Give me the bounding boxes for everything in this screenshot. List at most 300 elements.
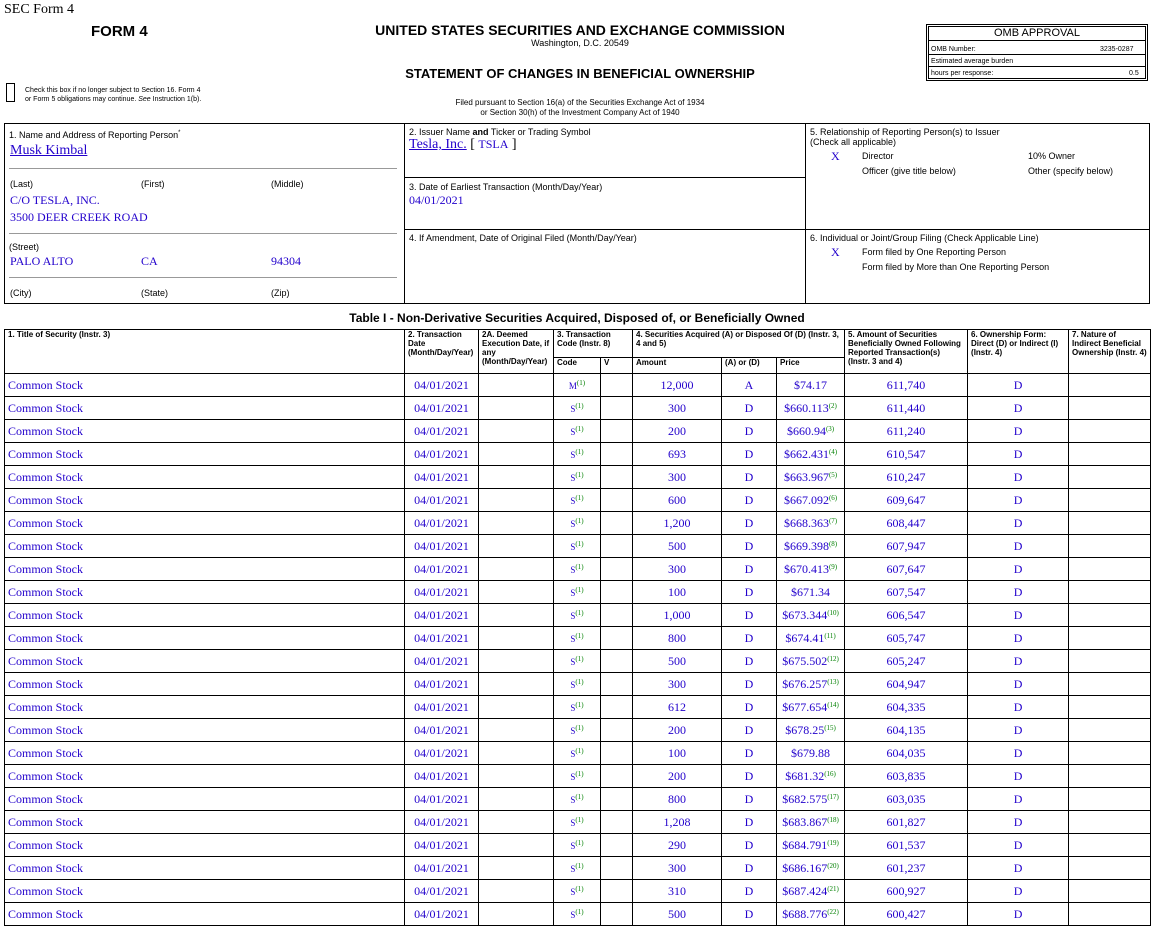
price-footnote[interactable]: (15) (824, 723, 836, 732)
cell-a-or-d: D (722, 719, 777, 742)
transaction-code: S (570, 863, 576, 874)
director-mark: X (831, 149, 840, 163)
code-footnote[interactable]: (1) (575, 815, 584, 824)
transaction-code: S (570, 771, 576, 782)
code-footnote[interactable]: (1) (575, 677, 584, 686)
table1-title: Table I - Non-Derivative Securities Acquired, Disposed of, or Beneficially Owned (349, 311, 805, 325)
cell-code (554, 466, 601, 489)
cell-title (5, 443, 405, 466)
cell-nature (1069, 742, 1151, 765)
price-footnote[interactable]: (17) (827, 792, 839, 801)
transaction-code: S (570, 541, 576, 552)
code-footnote[interactable]: (1) (575, 907, 584, 916)
cell-title (5, 397, 405, 420)
cell-v (601, 558, 633, 581)
cell-ownership-form: D (968, 765, 1069, 788)
state-value: CA (141, 254, 158, 268)
cell-code (554, 374, 601, 397)
cell-amount: 1,000 (633, 604, 722, 627)
cell-code (554, 857, 601, 880)
table-row (5, 650, 1151, 673)
cell-a-or-d: D (722, 811, 777, 834)
cell-date: 04/01/2021 (405, 489, 479, 512)
cell-a-or-d: D (722, 834, 777, 857)
price-value: $671.34 (791, 584, 831, 599)
code-footnote[interactable]: (1) (575, 493, 584, 502)
price-value: $681.32 (785, 768, 825, 783)
price-value: $679.88 (791, 745, 831, 760)
cell-a-or-d: D (722, 673, 777, 696)
table-row (5, 489, 1151, 512)
price-footnote[interactable]: (18) (827, 815, 839, 824)
cell-v (601, 765, 633, 788)
cell-nature (1069, 834, 1151, 857)
price-value: $676.257 (782, 676, 828, 691)
cell-title (5, 696, 405, 719)
cell-title (5, 765, 405, 788)
code-footnote[interactable]: (1) (575, 700, 584, 709)
code-footnote[interactable]: (1) (575, 792, 584, 801)
city-value: PALO ALTO (10, 254, 74, 268)
cell-amount: 300 (633, 397, 722, 420)
cell-amount-owned: 604,035 (845, 742, 968, 765)
code-footnote[interactable]: (1) (575, 654, 584, 663)
cell-amount-owned: 603,035 (845, 788, 968, 811)
transaction-code: S (570, 472, 576, 483)
security-title: Common Stock (8, 653, 84, 668)
code-footnote[interactable]: (1) (575, 539, 584, 548)
cell-deemed (479, 443, 554, 466)
cell-a-or-d: D (722, 650, 777, 673)
price-footnote[interactable]: (16) (824, 769, 836, 778)
ten-pct-owner-label: 10% Owner (1028, 151, 1076, 161)
filed-line-1: Filed pursuant to Section 16(a) of the Securities Exchange Act of 1934 (455, 98, 705, 107)
cell-ownership-form: D (968, 535, 1069, 558)
cell-ownership-form: D (968, 466, 1069, 489)
security-title: Common Stock (8, 561, 84, 576)
transaction-code: S (570, 725, 576, 736)
one-person-mark: X (831, 245, 840, 259)
transaction-code: S (570, 702, 576, 713)
th-amount-owned: 5. Amount of Securities Beneficially Owned Following Reported Transaction(s) (Instr. 3 and 4) (845, 330, 968, 374)
transaction-code: S (570, 495, 576, 506)
transaction-code: S (570, 794, 576, 805)
security-title: Common Stock (8, 814, 84, 829)
code-footnote[interactable]: (1) (575, 562, 584, 571)
cell-nature (1069, 397, 1151, 420)
cell-v (601, 374, 633, 397)
cell-price (777, 673, 845, 696)
omb-divider-3 (928, 66, 1146, 67)
cell-amount: 300 (633, 558, 722, 581)
price-footnote[interactable]: (10) (827, 608, 839, 617)
cell-v (601, 466, 633, 489)
price-value: $686.167 (782, 860, 828, 875)
omb-divider (928, 40, 1146, 41)
cell-amount: 100 (633, 742, 722, 765)
reporting-person-name-link[interactable]: Musk Kimbal (10, 143, 88, 158)
cell-date: 04/01/2021 (405, 535, 479, 558)
city-underline (9, 277, 397, 278)
code-footnote[interactable]: (1) (575, 861, 584, 870)
cell-a-or-d: D (722, 903, 777, 926)
address-line-2: 3500 DEER CREEK ROAD (10, 210, 148, 224)
transaction-code: S (570, 633, 576, 644)
cell-date: 04/01/2021 (405, 696, 479, 719)
price-value: $682.575 (782, 791, 828, 806)
cell-price (777, 489, 845, 512)
cell-amount: 310 (633, 880, 722, 903)
security-title: Common Stock (8, 377, 84, 392)
cell-ownership-form: D (968, 627, 1069, 650)
cell-v (601, 535, 633, 558)
security-title: Common Stock (8, 607, 84, 622)
cell-code (554, 903, 601, 926)
zip-label: (Zip) (271, 288, 290, 298)
th-nature: 7. Nature of Indirect Beneficial Ownership (Instr. 4) (1069, 330, 1151, 374)
cell-nature (1069, 627, 1151, 650)
cell-amount-owned: 600,427 (845, 903, 968, 926)
cell-v (601, 788, 633, 811)
th-v: V (601, 358, 633, 374)
cell-v (601, 604, 633, 627)
cell-price (777, 558, 845, 581)
cell-amount-owned: 611,440 (845, 397, 968, 420)
cell-v (601, 627, 633, 650)
earliest-transaction-label: 3. Date of Earliest Transaction (Month/Day/Year) (409, 182, 603, 192)
grid-divider-1 (404, 123, 405, 304)
filing-label: 6. Individual or Joint/Group Filing (Check Applicable Line) (810, 233, 1039, 243)
table-row (5, 604, 1151, 627)
cell-v (601, 834, 633, 857)
cell-amount-owned: 601,237 (845, 857, 968, 880)
table-row (5, 903, 1151, 926)
cell-title (5, 420, 405, 443)
cell-price (777, 834, 845, 857)
cell-date: 04/01/2021 (405, 627, 479, 650)
other-label: Other (specify below) (1028, 166, 1114, 176)
cell-amount-owned: 603,835 (845, 765, 968, 788)
code-footnote[interactable]: (1) (575, 447, 584, 456)
code-footnote[interactable]: (1) (576, 378, 586, 387)
code-footnote[interactable]: (1) (575, 884, 584, 893)
transaction-code: S (570, 587, 576, 598)
security-title: Common Stock (8, 860, 84, 875)
cell-price (777, 765, 845, 788)
transaction-code: S (570, 679, 576, 690)
price-footnote[interactable]: (21) (827, 884, 839, 893)
cell-deemed (479, 420, 554, 443)
cell-code (554, 811, 601, 834)
price-value: $684.791 (782, 837, 828, 852)
cell-price (777, 535, 845, 558)
grid-divider-2 (805, 123, 806, 304)
cell-nature (1069, 535, 1151, 558)
cell-ownership-form: D (968, 558, 1069, 581)
cell-a-or-d: D (722, 535, 777, 558)
code-footnote[interactable]: (1) (575, 470, 584, 479)
cell-amount: 200 (633, 765, 722, 788)
cell-amount-owned: 607,647 (845, 558, 968, 581)
cell-a-or-d: D (722, 397, 777, 420)
transaction-code: S (570, 840, 576, 851)
table1 (4, 329, 1151, 926)
cell-title (5, 788, 405, 811)
checkbox-text-see: See (138, 96, 151, 103)
table-row (5, 466, 1151, 489)
th-transaction-code: 3. Transaction Code (Instr. 8) (554, 330, 633, 358)
cell-code (554, 742, 601, 765)
cell-nature (1069, 420, 1151, 443)
cell-amount-owned: 608,447 (845, 512, 968, 535)
cell-ownership-form: D (968, 604, 1069, 627)
cell-nature (1069, 719, 1151, 742)
omb-burden-label: Estimated average burden (931, 58, 1014, 65)
cell-v (601, 420, 633, 443)
table-row (5, 811, 1151, 834)
issuer-divider-1 (404, 177, 805, 178)
cell-title (5, 466, 405, 489)
last-label: (Last) (10, 179, 34, 189)
table-row (5, 581, 1151, 604)
omb-number-label: OMB Number: (931, 46, 976, 53)
security-title: Common Stock (8, 699, 84, 714)
price-value: $667.092 (783, 492, 829, 507)
price-footnote[interactable]: (11) (824, 631, 836, 640)
cell-code (554, 880, 601, 903)
code-footnote[interactable]: (1) (575, 723, 584, 732)
cell-v (601, 857, 633, 880)
cell-ownership-form: D (968, 420, 1069, 443)
cell-date: 04/01/2021 (405, 788, 479, 811)
cell-date: 04/01/2021 (405, 834, 479, 857)
price-footnote[interactable]: (2) (828, 401, 837, 410)
issuer-name-link[interactable]: Tesla, Inc. (409, 137, 467, 152)
security-title: Common Stock (8, 837, 84, 852)
cell-ownership-form: D (968, 811, 1069, 834)
one-person-label: Form filed by One Reporting Person (862, 247, 1007, 257)
cell-title (5, 650, 405, 673)
cell-amount-owned: 607,547 (845, 581, 968, 604)
cell-title (5, 512, 405, 535)
cell-a-or-d: A (722, 374, 777, 397)
issuer-label (409, 127, 591, 137)
security-title: Common Stock (8, 676, 84, 691)
cell-v (601, 903, 633, 926)
agency-city: Washington, D.C. 20549 (531, 38, 629, 48)
table-row (5, 834, 1151, 857)
ticker-open-bracket: [ (470, 137, 475, 152)
cell-ownership-form: D (968, 650, 1069, 673)
cell-date: 04/01/2021 (405, 512, 479, 535)
relationship-label-1: 5. Relationship of Reporting Person(s) to Issuer (810, 127, 1000, 137)
cell-v (601, 880, 633, 903)
price-footnote[interactable]: (3) (825, 424, 835, 433)
cell-nature (1069, 880, 1151, 903)
price-value: $673.344 (782, 607, 828, 622)
cell-code (554, 397, 601, 420)
cell-a-or-d: D (722, 857, 777, 880)
omb-number-value: 3235-0287 (1100, 46, 1134, 53)
cell-amount-owned: 605,247 (845, 650, 968, 673)
cell-amount: 612 (633, 696, 722, 719)
table-row (5, 397, 1151, 420)
code-footnote[interactable]: (1) (575, 401, 584, 410)
th-price: Price (777, 358, 845, 374)
price-value: $662.431 (783, 446, 829, 461)
cell-date: 04/01/2021 (405, 397, 479, 420)
price-footnote[interactable]: (5) (828, 470, 838, 479)
price-footnote[interactable]: (4) (828, 447, 838, 456)
address-underline (9, 233, 397, 234)
code-footnote[interactable]: (1) (575, 424, 584, 433)
th-deemed-date: 2A. Deemed Execution Date, if any (Month/Day/Year) (479, 330, 554, 374)
cell-a-or-d: D (722, 466, 777, 489)
cell-a-or-d: D (722, 742, 777, 765)
cell-price (777, 604, 845, 627)
cell-ownership-form: D (968, 443, 1069, 466)
cell-date: 04/01/2021 (405, 903, 479, 926)
price-value: $669.398 (783, 538, 829, 553)
price-footnote[interactable]: (9) (828, 562, 838, 571)
cell-deemed (479, 765, 554, 788)
cell-title (5, 581, 405, 604)
cell-nature (1069, 788, 1151, 811)
cell-deemed (479, 834, 554, 857)
cell-price (777, 719, 845, 742)
cell-amount: 1,208 (633, 811, 722, 834)
table-row (5, 558, 1151, 581)
cell-price (777, 581, 845, 604)
price-footnote[interactable]: (13) (827, 677, 839, 686)
cell-title (5, 535, 405, 558)
security-title: Common Stock (8, 584, 84, 599)
cell-title (5, 742, 405, 765)
cell-title (5, 673, 405, 696)
reporting-person-label (9, 130, 180, 140)
code-footnote[interactable]: (1) (575, 769, 584, 778)
earliest-transaction-date: 04/01/2021 (409, 193, 464, 207)
cell-code (554, 765, 601, 788)
cell-deemed (479, 489, 554, 512)
amendment-label: 4. If Amendment, Date of Original Filed (Month/Day/Year) (409, 233, 637, 243)
price-value: $688.776 (782, 906, 828, 921)
price-value: $668.363 (783, 515, 829, 530)
table-row (5, 765, 1151, 788)
transaction-code: S (570, 748, 576, 759)
cell-ownership-form: D (968, 834, 1069, 857)
section16-checkbox[interactable] (6, 83, 15, 102)
cell-ownership-form: D (968, 374, 1069, 397)
cell-title (5, 489, 405, 512)
cell-a-or-d: D (722, 604, 777, 627)
cell-amount-owned: 601,827 (845, 811, 968, 834)
cell-ownership-form: D (968, 903, 1069, 926)
city-label: (City) (10, 288, 32, 298)
price-value: $674.41 (785, 630, 825, 645)
price-footnote[interactable]: (22) (827, 907, 839, 916)
price-footnote[interactable]: (6) (828, 493, 838, 502)
cell-a-or-d: D (722, 765, 777, 788)
cell-a-or-d: D (722, 420, 777, 443)
cell-date: 04/01/2021 (405, 880, 479, 903)
security-title: Common Stock (8, 883, 84, 898)
cell-amount-owned: 610,247 (845, 466, 968, 489)
price-value: $660.94 (786, 423, 826, 438)
cell-code (554, 604, 601, 627)
code-footnote[interactable]: (1) (575, 516, 584, 525)
code-footnote[interactable]: (1) (575, 585, 584, 594)
cell-amount: 500 (633, 903, 722, 926)
table-row (5, 443, 1151, 466)
code-footnote[interactable]: (1) (575, 838, 584, 847)
cell-title (5, 811, 405, 834)
security-title: Common Stock (8, 538, 84, 553)
cell-v (601, 811, 633, 834)
cell-date: 04/01/2021 (405, 466, 479, 489)
price-footnote[interactable]: (20) (827, 861, 839, 870)
cell-amount: 290 (633, 834, 722, 857)
cell-price (777, 857, 845, 880)
cell-amount: 300 (633, 673, 722, 696)
checkbox-text-a: or Form 5 obligations may continue. (25, 96, 137, 103)
relationship-label-2: (Check all applicable) (810, 137, 897, 147)
cell-price (777, 696, 845, 719)
code-footnote[interactable]: (1) (575, 608, 584, 617)
filed-line-2: or Section 30(h) of the Investment Company Act of 1940 (480, 108, 680, 117)
cell-ownership-form: D (968, 673, 1069, 696)
price-value: $74.17 (794, 377, 828, 392)
price-footnote[interactable]: (19) (827, 838, 839, 847)
cell-date: 04/01/2021 (405, 604, 479, 627)
first-label: (First) (141, 179, 165, 189)
cell-code (554, 834, 601, 857)
cell-a-or-d: D (722, 880, 777, 903)
table-row (5, 857, 1151, 880)
th-title-of-security: 1. Title of Security (Instr. 3) (5, 330, 405, 374)
price-footnote[interactable]: (14) (827, 700, 839, 709)
cell-code (554, 627, 601, 650)
cell-v (601, 650, 633, 673)
cell-amount: 12,000 (633, 374, 722, 397)
code-footnote[interactable]: (1) (575, 746, 584, 755)
th-amount: Amount (633, 358, 722, 374)
cell-amount-owned: 604,335 (845, 696, 968, 719)
cell-v (601, 742, 633, 765)
code-footnote[interactable]: (1) (575, 631, 584, 640)
cell-v (601, 397, 633, 420)
cell-date: 04/01/2021 (405, 420, 479, 443)
page-title: SEC Form 4 (4, 2, 75, 17)
cell-amount-owned: 606,547 (845, 604, 968, 627)
table-row (5, 420, 1151, 443)
price-footnote[interactable]: (7) (828, 516, 838, 525)
cell-date: 04/01/2021 (405, 558, 479, 581)
price-footnote[interactable]: (12) (827, 654, 839, 663)
cell-nature (1069, 604, 1151, 627)
cell-deemed (479, 397, 554, 420)
transaction-code: S (570, 610, 576, 621)
checkbox-text-line2 (25, 95, 201, 104)
cell-deemed (479, 880, 554, 903)
omb-title: OMB APPROVAL (994, 27, 1080, 39)
ticker-close-bracket: ] (511, 137, 517, 152)
transaction-code: S (570, 564, 576, 575)
cell-deemed (479, 857, 554, 880)
price-footnote[interactable]: (8) (828, 539, 838, 548)
cell-amount: 800 (633, 788, 722, 811)
cell-amount: 500 (633, 535, 722, 558)
